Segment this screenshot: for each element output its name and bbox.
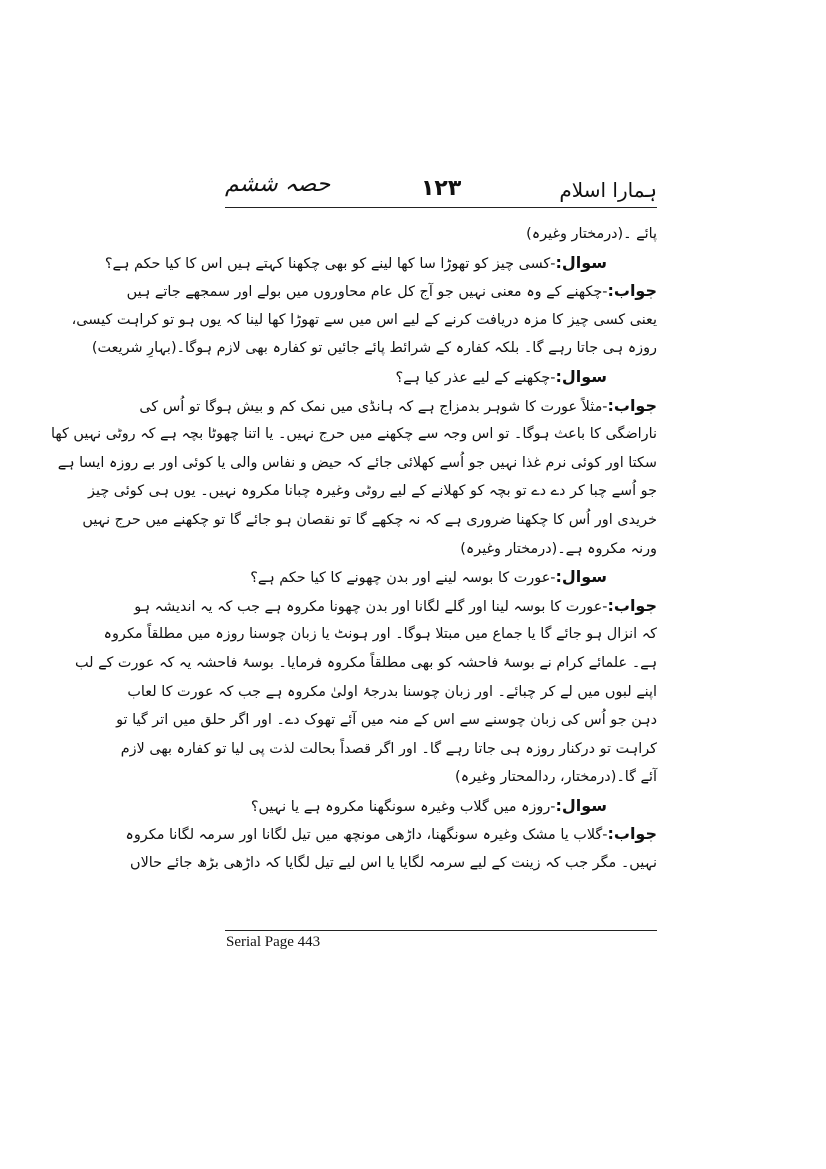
qa-label: جواب:: [607, 595, 657, 615]
text-line: [82, 506, 657, 535]
text-line: [57, 449, 657, 478]
page-header: [225, 168, 657, 208]
line-text: دہن جو اُس کی زبان چوسنے سے اس کے منہ میں آئے تھوک دے۔ اور اگر حلق میں اتر گیا تو: [116, 712, 657, 729]
line-text: -عورت کا بوسہ لینا اور گلے لگانا اور بدن چھونا مکروہ ہے جب کہ یہ اندیشہ ہو: [134, 598, 608, 615]
line-text: پائے ۔(درمختار وغیرہ): [526, 226, 657, 242]
line-text: اپنے لبوں میں لے کر چبائے۔ اور زبان چوسنا بدرجۂ اولیٰ مکروہ ہے جب کہ عورت کا لعاب: [127, 683, 657, 700]
text-line: [225, 792, 657, 821]
line-text: کہ انزال ہو جائے گا یا جماع میں مبتلا ہوگا۔ اور ہونٹ یا زبان چوسنا روزہ میں مطلقاً مکروہ: [103, 626, 657, 643]
text-line: [225, 763, 657, 792]
qa-label: سوال:: [555, 252, 607, 272]
qa-label: جواب:: [607, 281, 657, 301]
body-text: [50, 220, 657, 878]
line-text: -روزہ میں گلاب وغیرہ سونگھنا مکروہ ہے یا نہیں؟: [250, 798, 556, 815]
header-rule: [225, 207, 657, 208]
qa-label: سوال:: [555, 366, 607, 386]
line-text: -عورت کا بوسہ لینے اور بدن چھونے کا کیا حکم ہے؟: [250, 570, 556, 587]
text-line: [134, 592, 657, 621]
text-line: [225, 363, 657, 392]
line-text: جو اُسے چبا کر دے دے تو بچہ کو کھلانے کے لیے روٹی وغیرہ چبانا مکروہ نہیں۔ یوں ہی کوئی چیز: [88, 483, 657, 500]
line-text: سکتا اور کوئی نرم غذا نہیں جو اُسے کھلائی جائے کہ حیض و نفاس والی یا کوئی اور بے روزہ ایسا ہے: [57, 454, 657, 471]
line-text: -کسی چیز کو تھوڑا سا کھا لینے کو بھی چکھنا کہتے ہیں اس کا کیا حکم ہے؟: [104, 255, 556, 272]
text-line: [74, 649, 657, 678]
qa-label: جواب:: [607, 395, 657, 415]
section-title: حصہ ششم: [225, 172, 331, 197]
line-text: خریدی اور اُس کا چکھنا ضروری ہے کہ نہ چکھے گا تو نقصان ہو جائے گا تو چکھنے میں حرج نہیں: [82, 511, 657, 528]
footer-rule: [225, 930, 657, 931]
line-text: روزہ ہی جاتا رہے گا۔ بلکہ کفارہ کے شرائط پائے جائیں تو کفارہ بھی لازم ہوگا۔(بہارِ شریعت): [91, 340, 657, 357]
line-text: یعنی کسی چیز کا مزہ دریافت کرنے کے لیے اس میں سے تھوڑا کھا لینا کہ یوں ہو تو کراہت کیسی،: [71, 311, 657, 328]
text-line: [120, 735, 657, 764]
line-text: کراہت تو درکنار روزہ ہی جاتا رہے گا۔ اور اگر قصداً بحالت لذت پی لیا تو کفارہ بھی لازم: [120, 740, 657, 757]
text-line: [104, 249, 657, 278]
text-line: [225, 563, 657, 592]
text-line: [88, 477, 657, 506]
qa-label: سوال:: [555, 795, 607, 815]
text-line: [130, 849, 657, 878]
qa-label: جواب:: [607, 824, 657, 844]
line-text: -گلاب یا مشک وغیرہ سونگھنا، داڑھی مونچھ میں تیل لگانا اور سرمہ لگانا مکروہ: [125, 827, 608, 844]
text-line: [50, 420, 657, 449]
line-text: ورنہ مکروہ ہے۔(درمختار وغیرہ): [460, 540, 657, 557]
text-line: [225, 535, 657, 564]
text-line: [116, 706, 657, 735]
text-line: [139, 392, 657, 421]
text-line: [125, 820, 657, 849]
line-text: ہے۔ علمائے کرام نے بوسۂ فاحشہ کو بھی مطلقاً مکروہ فرمایا۔ بوسۂ فاحشہ یہ کہ عورت کے لب: [74, 654, 657, 671]
text-line: [127, 678, 657, 707]
line-text: -چکھنے کے لیے عذر کیا ہے؟: [395, 369, 556, 386]
line-text: -مثلاً عورت کا شوہر بدمزاج ہے کہ ہانڈی میں نمک کم و بیش ہوگا تو اُس کی: [139, 398, 608, 415]
text-line: [126, 277, 657, 306]
line-text: نہیں۔ مگر جب کہ زینت کے لیے سرمہ لگایا یا اس لیے تیل لگایا کہ داڑھی بڑھ جائے حالاں: [130, 855, 657, 872]
line-text: -چکھنے کے وہ معنی نہیں جو آج کل عام محاوروں میں بولے اور سمجھے جاتے ہیں: [126, 284, 608, 301]
line-text: آئے گا۔(درمختار، ردالمحتار وغیرہ): [455, 769, 657, 786]
qa-label: سوال:: [555, 567, 607, 587]
line-text: ناراضگی کا باعث ہوگا۔ تو اس وجہ سے چکھنے میں حرج نہیں۔ یا اتنا چھوٹا بچہ ہے کہ روٹی نہیں کھا: [50, 426, 657, 443]
text-line: [225, 220, 657, 249]
book-title: ہمارا اسلام: [559, 178, 657, 202]
serial-page-label: Serial Page 443: [226, 934, 321, 950]
page-number: ۱۲۳: [421, 176, 462, 201]
text-line: [103, 620, 657, 649]
text-line: [91, 334, 657, 363]
text-line: [71, 306, 657, 335]
